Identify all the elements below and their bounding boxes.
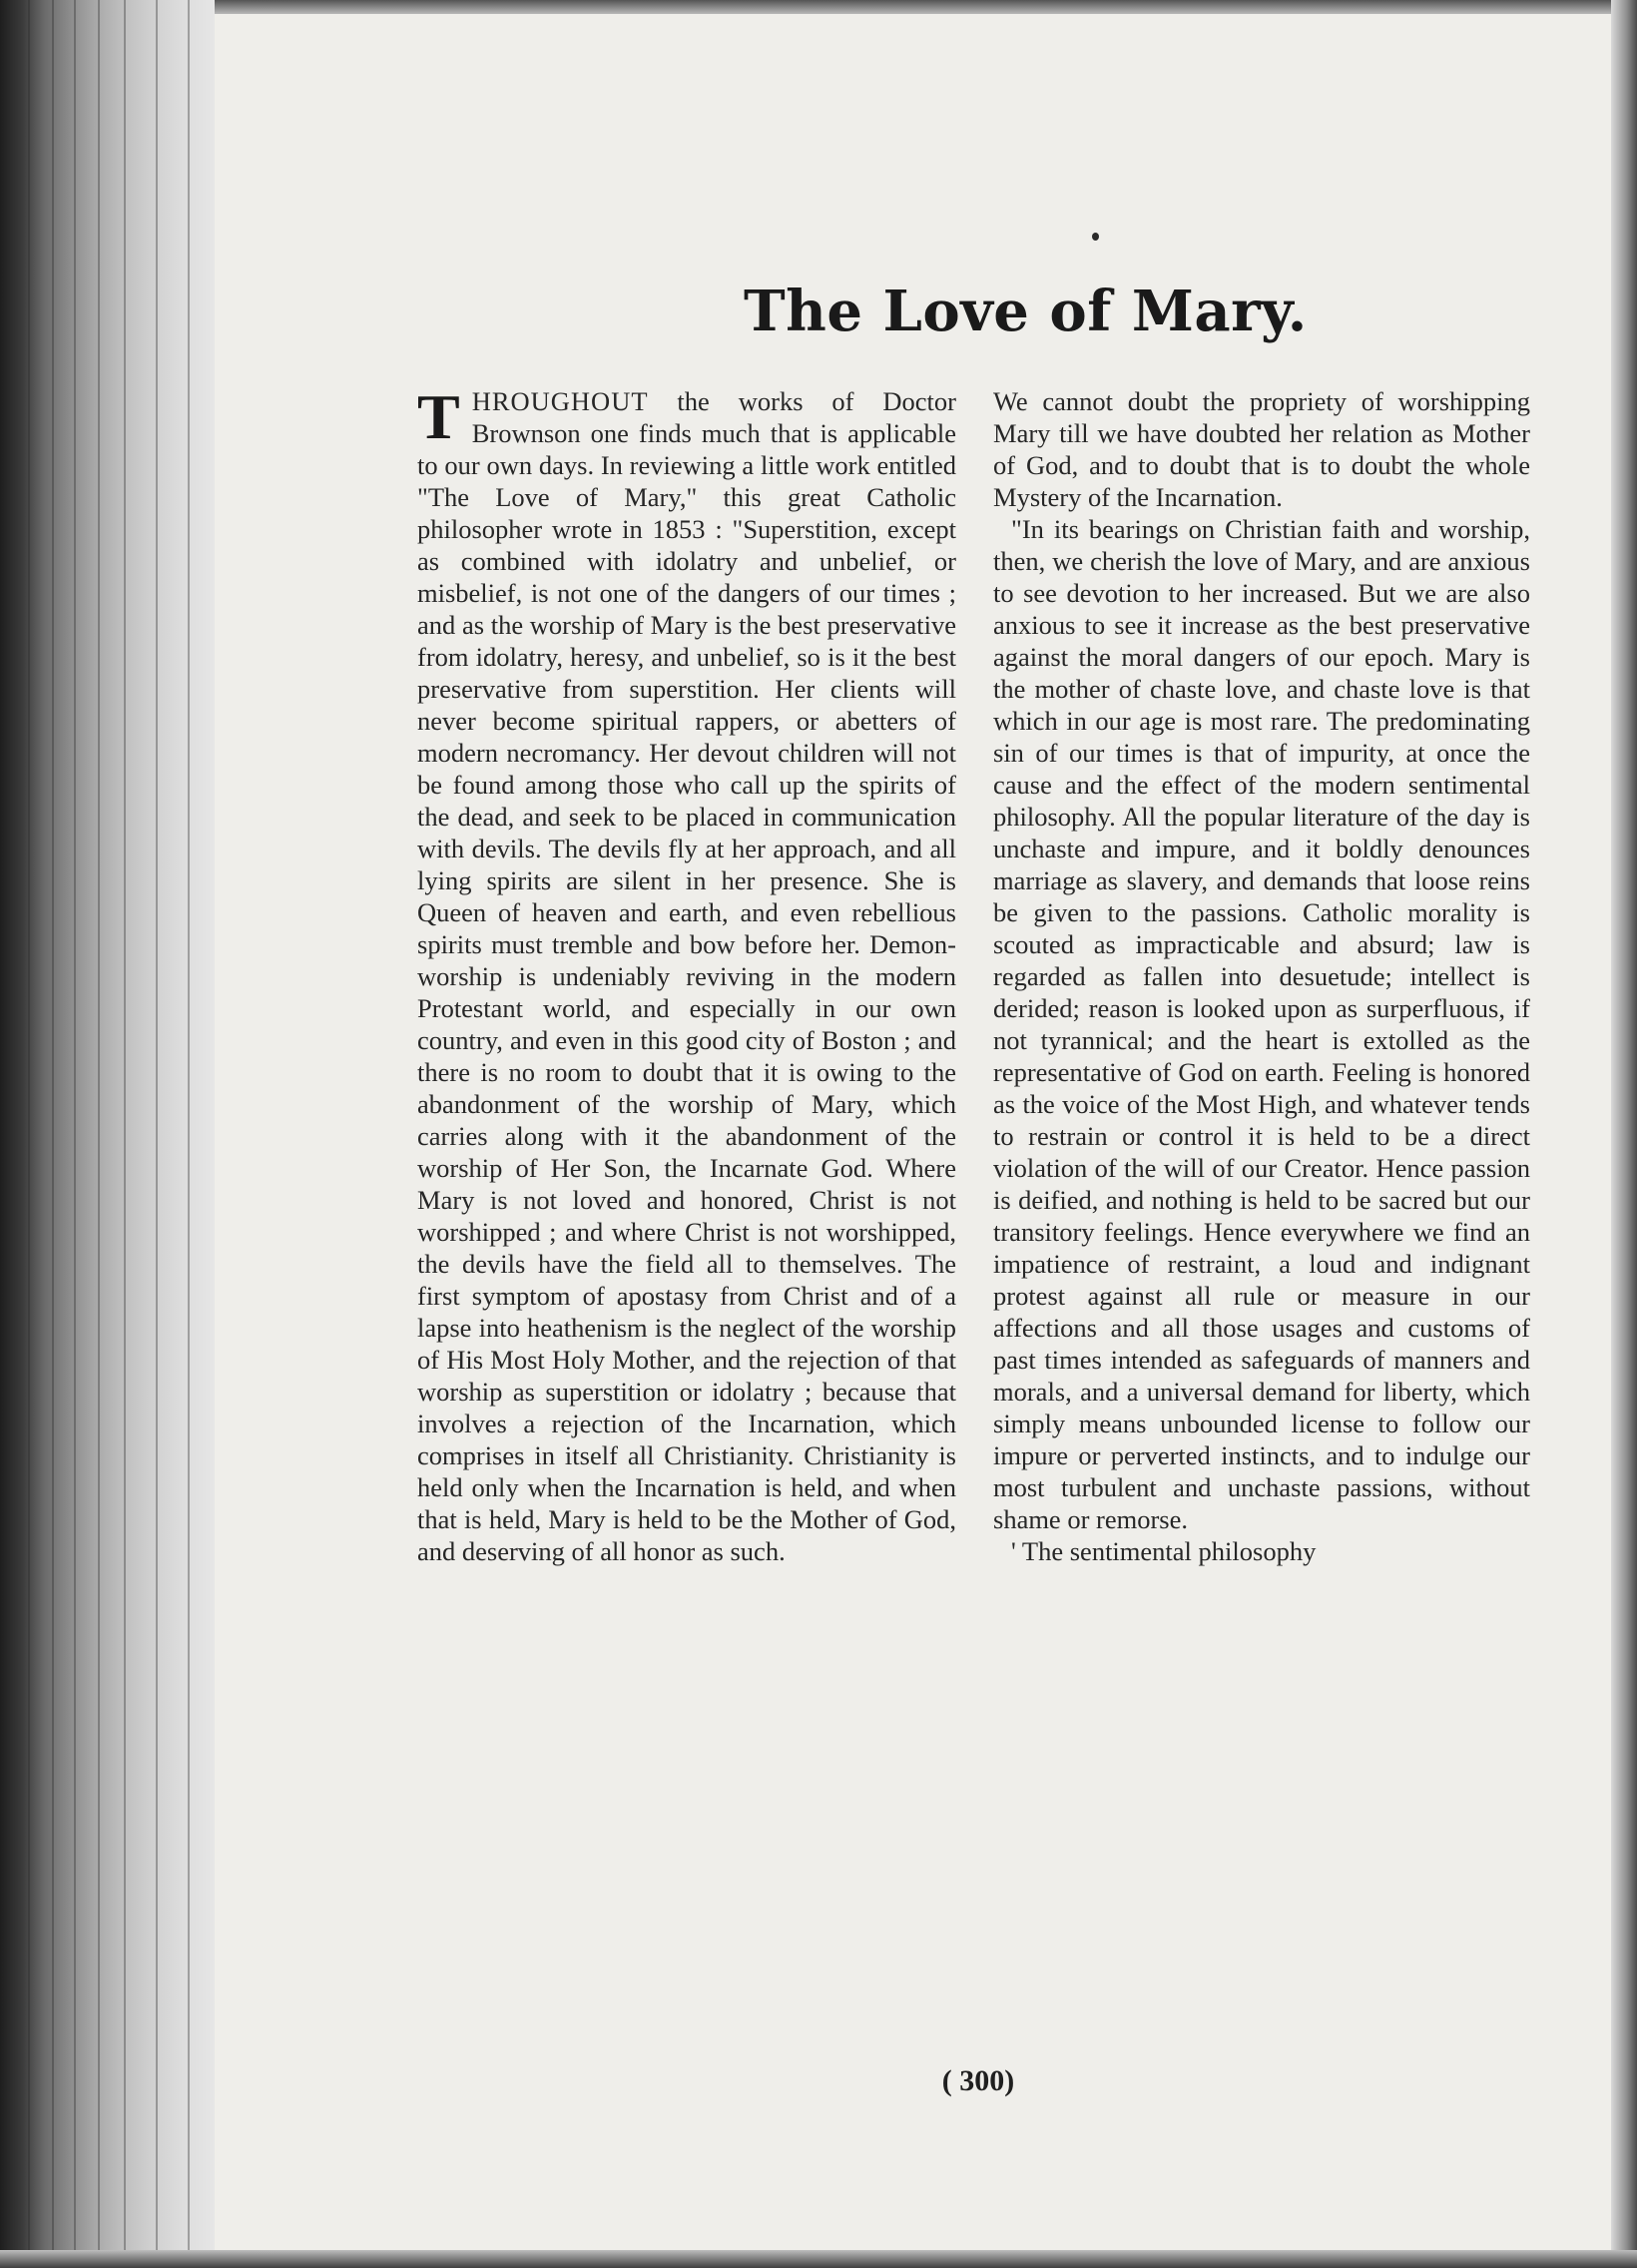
lead-word: HROUGHOUT: [471, 386, 649, 416]
page-edge-line: [188, 0, 190, 2268]
right-column-paragraph-2: "In its bearings on Christian faith and worship, then, we cherish the love of Mary, and are anxious to see devotion to her increased. But we are also anxious to see it increase as the best preservative against the moral dangers of our epoch. Mary is the mother of chaste love, and chaste love is that which in our age is most rare. The predominating sin of our times is that of impurity, at once the cause and the effect of the modern sentimental philosophy. All the popular literature of the day is unchaste and impure, and it boldly denounces marriage as slavery, and demands that loose reins be given to the passions. Catholic morality is scouted as impracticable and absurd; law is regarded as fallen into desuetude; intellect is derided; reason is looked upon as surperfluous, if not tyrannical; and the heart is extolled as the representative of God on earth. Feeling is honored as the voice of the Most High, and whatever tends to restrain or control it is held to be a direct violation of the will of our Creator. Hence passion is deified, and nothing is held to be sacred but our transitory feelings. Hence everywhere we find an impatience of restraint, a loud and indignant protest against all rule or measure in our affections and all those usages and customs of past times intended as safeguards of manners and morals, and a universal demand for liberty, which simply means unbounded license to follow our impure or perverted instincts, and to indulge our most turbulent and unchaste passions, without shame or remorse.: [993, 514, 1530, 1534]
page-edge-line: [52, 0, 54, 2268]
ornament-dot: [1092, 233, 1099, 241]
page-edge-line: [124, 0, 126, 2268]
left-column-text: the works of Doctor Brownson one finds much that is applicable to our own days. In reviewing a little work entitled "The Love of Mary," this great Catholic philosopher wrote in 1853 : "Superstition, except as combined with idolatry and unbelief, or misbelief, is not one of the dangers of our times ; and as the worship of Mary is the best preservative from idolatry, heresy, and unbelief, so is it the best preservative from superstition. Her clients will never become spiritual rappers, or abetters of modern necromancy. Her devout children will not be found among those who call up the spirits of the dead, and seek to be placed in communication with devils. The devils fly at her approach, and all lying spirits are silent in her presence. She is Queen of heaven and earth, and even rebellious spirits must tremble and bow before her. Demon-worship is undeniably reviving in the modern Protestant world, and especially in our own country, and even in this good city of Boston ; and there is no room to doubt that it is owing to the abandonment of the worship of Mary, which carries along with it the abandonment of the worship of Her Son, the Incarnate God. Where Mary is not loved and honored, Christ is not worshipped ; and where Christ is not worshipped, the devils have the field all to themselves. The first symptom of apostasy from Christ and of a lapse into heathenism is the neglect of the worship of His Most Holy Mother, and the rejection of that worship as superstition or idolatry ; because that involves a rejection of the Incarnation, which comprises in itself all Christianity. Christianity is held only when the Incarnation is held, and when that is held, Mary is held to be the Mother of God, and deserving of all honor as such.: [417, 386, 956, 1566]
article-title: The Love of Mary.: [744, 279, 1308, 344]
top-border: [215, 0, 1637, 14]
right-border: [1611, 0, 1637, 2268]
page-edge-line: [28, 0, 30, 2268]
page-edge-line: [156, 0, 158, 2268]
page-edge-line: [74, 0, 76, 2268]
bottom-border: [0, 2250, 1637, 2268]
left-column: [417, 381, 956, 1567]
right-column-paragraph-1: We cannot doubt the propriety of worshipping Mary till we have doubted her relation as Mother of God, and to doubt that is to doubt the whole Mystery of the Incarnation.: [993, 386, 1530, 512]
page-number: ( 300): [941, 2064, 1015, 2097]
left-column-paragraph: [417, 381, 956, 1567]
page-edge-line: [98, 0, 100, 2268]
book-page-edges: [0, 0, 215, 2268]
right-column: [993, 385, 1530, 1567]
drop-cap: T: [417, 381, 460, 452]
right-column-paragraph-3: ' The sentimental philosophy: [1011, 1536, 1317, 1566]
book-page: [215, 14, 1611, 2250]
